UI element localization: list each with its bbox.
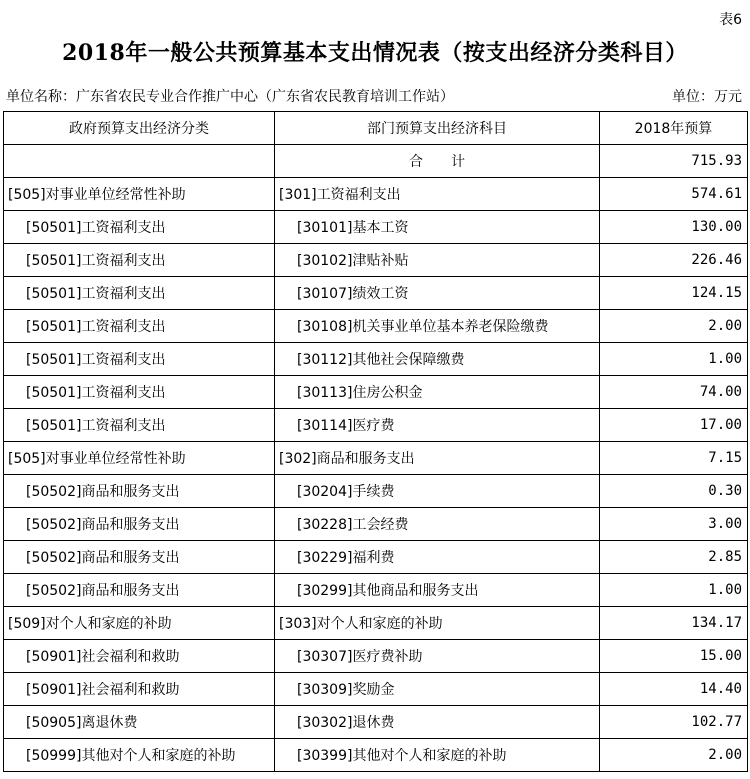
gov-category-cell: [50999]其他对个人和家庭的补助 <box>4 739 275 772</box>
budget-amount-cell: 1.00 <box>600 574 748 607</box>
budget-amount-cell: 15.00 <box>600 640 748 673</box>
table-row <box>4 442 748 475</box>
dept-subject-cell: [30112]其他社会保障缴费 <box>275 343 600 376</box>
dept-subject-cell: [30302]退休费 <box>275 706 600 739</box>
table-row <box>4 409 748 442</box>
dept-subject-cell: [30101]基本工资 <box>275 211 600 244</box>
budget-amount-cell: 2.00 <box>600 739 748 772</box>
table-number: 表6 <box>719 12 742 28</box>
budget-amount-cell: 130.00 <box>600 211 748 244</box>
gov-category-cell: [50905]离退休费 <box>4 706 275 739</box>
budget-table <box>3 111 748 772</box>
total-label: 合 计 <box>275 145 600 178</box>
gov-category-cell: [50502]商品和服务支出 <box>4 574 275 607</box>
budget-amount-cell: 0.30 <box>600 475 748 508</box>
gov-category-cell: [50501]工资福利支出 <box>4 244 275 277</box>
budget-amount-cell: 574.61 <box>600 178 748 211</box>
gov-category-cell: [50501]工资福利支出 <box>4 409 275 442</box>
table-row <box>4 706 748 739</box>
table-row <box>4 277 748 310</box>
dept-subject-cell: [30108]机关事业单位基本养老保险缴费 <box>275 310 600 343</box>
gov-category-cell: [50501]工资福利支出 <box>4 343 275 376</box>
gov-category-cell: [50501]工资福利支出 <box>4 376 275 409</box>
gov-category-cell: [50501]工资福利支出 <box>4 211 275 244</box>
gov-category-cell: [505]对事业单位经常性补助 <box>4 442 275 475</box>
dept-subject-cell: [30107]绩效工资 <box>275 277 600 310</box>
gov-category-cell: [50502]商品和服务支出 <box>4 508 275 541</box>
table-row <box>4 376 748 409</box>
budget-amount-cell: 1.00 <box>600 343 748 376</box>
dept-subject-cell: [302]商品和服务支出 <box>275 442 600 475</box>
budget-amount-cell: 102.77 <box>600 706 748 739</box>
table-row <box>4 541 748 574</box>
currency-unit: 单位：万元 <box>672 89 742 105</box>
table-row <box>4 343 748 376</box>
dept-subject-cell: [30102]津贴补贴 <box>275 244 600 277</box>
unit-name: 单位名称：广东省农民专业合作推广中心（广东省农民教育培训工作站） <box>6 89 454 105</box>
gov-category-cell: [50502]商品和服务支出 <box>4 541 275 574</box>
table-row <box>4 508 748 541</box>
total-empty-cell <box>4 145 275 178</box>
dept-subject-cell: [303]对个人和家庭的补助 <box>275 607 600 640</box>
dept-subject-cell: [301]工资福利支出 <box>275 178 600 211</box>
budget-amount-cell: 14.40 <box>600 673 748 706</box>
budget-amount-cell: 74.00 <box>600 376 748 409</box>
gov-category-cell: [505]对事业单位经常性补助 <box>4 178 275 211</box>
header-budget-2018: 2018年预算 <box>600 112 748 145</box>
dept-subject-cell: [30114]医疗费 <box>275 409 600 442</box>
table-row <box>4 574 748 607</box>
budget-amount-cell: 17.00 <box>600 409 748 442</box>
budget-amount-cell: 3.00 <box>600 508 748 541</box>
budget-amount-cell: 7.15 <box>600 442 748 475</box>
header-gov-category: 政府预算支出经济分类 <box>4 112 275 145</box>
total-value: 715.93 <box>600 145 748 178</box>
budget-amount-cell: 226.46 <box>600 244 748 277</box>
gov-category-cell: [50502]商品和服务支出 <box>4 475 275 508</box>
gov-category-cell: [50901]社会福利和救助 <box>4 673 275 706</box>
dept-subject-cell: [30399]其他对个人和家庭的补助 <box>275 739 600 772</box>
dept-subject-cell: [30309]奖励金 <box>275 673 600 706</box>
table-row <box>4 673 748 706</box>
table-row <box>4 475 748 508</box>
table-row <box>4 310 748 343</box>
table-row <box>4 178 748 211</box>
gov-category-cell: [50501]工资福利支出 <box>4 310 275 343</box>
header-dept-subject: 部门预算支出经济科目 <box>275 112 600 145</box>
dept-subject-cell: [30204]手续费 <box>275 475 600 508</box>
dept-subject-cell: [30228]工会经费 <box>275 508 600 541</box>
unit-info-line <box>6 86 742 106</box>
gov-category-cell: [50501]工资福利支出 <box>4 277 275 310</box>
gov-category-cell: [509]对个人和家庭的补助 <box>4 607 275 640</box>
budget-amount-cell: 2.85 <box>600 541 748 574</box>
budget-amount-cell: 134.17 <box>600 607 748 640</box>
dept-subject-cell: [30307]医疗费补助 <box>275 640 600 673</box>
budget-amount-cell: 2.00 <box>600 310 748 343</box>
dept-subject-cell: [30229]福利费 <box>275 541 600 574</box>
table-row <box>4 211 748 244</box>
table-row <box>4 607 748 640</box>
table-row <box>4 244 748 277</box>
table-row <box>4 640 748 673</box>
dept-subject-cell: [30113]住房公积金 <box>275 376 600 409</box>
document-title: 2018年一般公共预算基本支出情况表（按支出经济分类科目） <box>62 40 688 66</box>
total-row <box>4 145 748 178</box>
dept-subject-cell: [30299]其他商品和服务支出 <box>275 574 600 607</box>
table-header-row <box>4 112 748 145</box>
budget-amount-cell: 124.15 <box>600 277 748 310</box>
table-row <box>4 739 748 772</box>
gov-category-cell: [50901]社会福利和救助 <box>4 640 275 673</box>
